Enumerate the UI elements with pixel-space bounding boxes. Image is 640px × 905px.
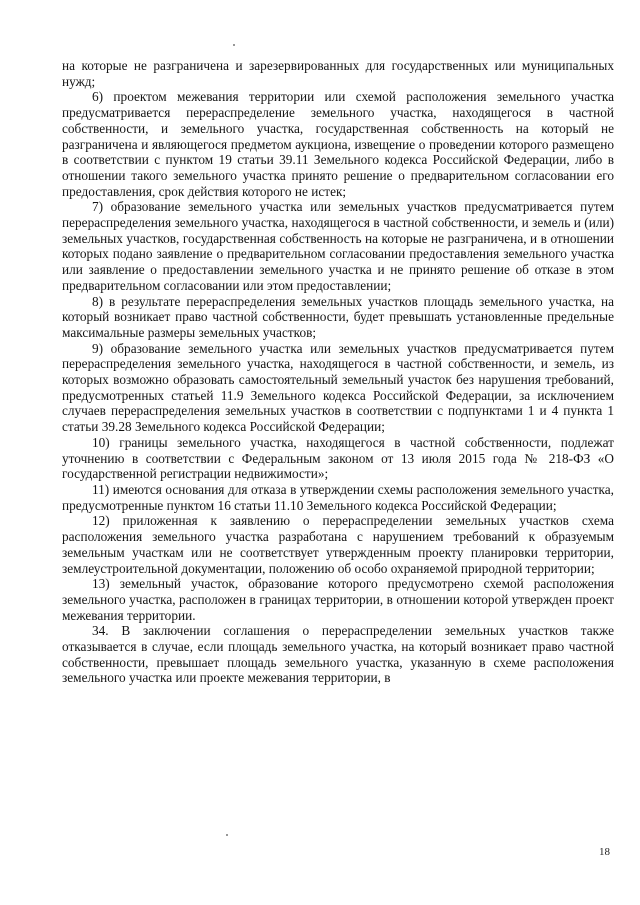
scan-speck: [226, 834, 228, 836]
paragraph-section-34: 34. В заключении соглашения о перераспределении земельных участков также отказывается в случае, если площадь земельного участка, на который возникает право частной собственности, превышает площадь земельного участка, указанную в схеме расположения земельного участка или проекте межевания территории, в: [62, 623, 614, 686]
paragraph-item-13: 13) земельный участок, образование которого предусмотрено схемой расположения земельного участка, расположен в границах территории, в отношении которой утвержден проект межевания территории.: [62, 576, 614, 623]
paragraph-item-6: 6) проектом межевания территории или схемой расположения земельного участка предусматривается перераспределение земельного участка, находящегося в частной собственности, и земельного участка, государственная собственность на который не разграничена и являющегося предметом аукциона, извещение о проведении которого размещено в соответствии с пунктом 19 статьи 39.11 Земельного кодекса Российской Федерации, либо в отношении такого земельного участка принято решение о предварительном согласовании его предоставления, срок действия которого не истек;: [62, 89, 614, 199]
page-number: 18: [599, 846, 610, 858]
paragraph-item-10: 10) границы земельного участка, находящегося в частной собственности, подлежат уточнению в соответствии с Федеральным законом от 13 июля 2015 года № 218-ФЗ «О государственной регистрации недвижимости»;: [62, 434, 614, 482]
paragraph-item-8: 8) в результате перераспределения земельных участков площадь земельного участка, на который возникает право частной собственности, будет превышать установленные предельные максимальные размеры земельных участков;: [62, 293, 614, 340]
paragraph-continuation: на которые не разграничена и зарезервированных для государственных или муниципальных нужд;: [62, 58, 614, 89]
scan-speck: [233, 44, 235, 46]
paragraph-item-11: 11) имеются основания для отказа в утверждении схемы расположения земельного участка, предусмотренные пунктом 16 статьи 11.10 Земельного кодекса Российской Федерации;: [62, 481, 614, 513]
paragraph-item-12: 12) приложенная к заявлению о перераспределении земельных участков схема расположения земельного участка разработана с нарушением требований к образуемым земельным участкам или не соответствует утвержденным проекту планировки территории, землеустроительной документации, положению об особо охраняемой природной территории;: [62, 513, 614, 576]
paragraph-item-9: 9) образование земельного участка или земельных участков предусматривается путем перераспределения земельного участка, находящегося в частной собственности, и земель, из которых возможно образовать самостоятельный земельный участок без нарушения требований, предусмотренных статьей 11.9 Земельного кодекса Российской Федерации, за исключением случаев перераспределения земельных участков в соответствии с подпунктами 1 и 4 пункта 1 статьи 39.28 Земельного кодекса Российской Федерации;: [62, 340, 614, 435]
document-body: [62, 58, 614, 686]
paragraph-item-7: 7) образование земельного участка или земельных участков предусматривается путем перераспределения земельного участка, находящегося в частной собственности, и земель и (или) земельных участков, государственная собственность на которые не разграничена, и в отношении которых подано заявление о предварительном согласовании предоставления земельного участка или заявление о предоставлении земельного участка и не принято решение об отказе в этом предварительном согласовании или этом предоставлении;: [62, 199, 614, 293]
